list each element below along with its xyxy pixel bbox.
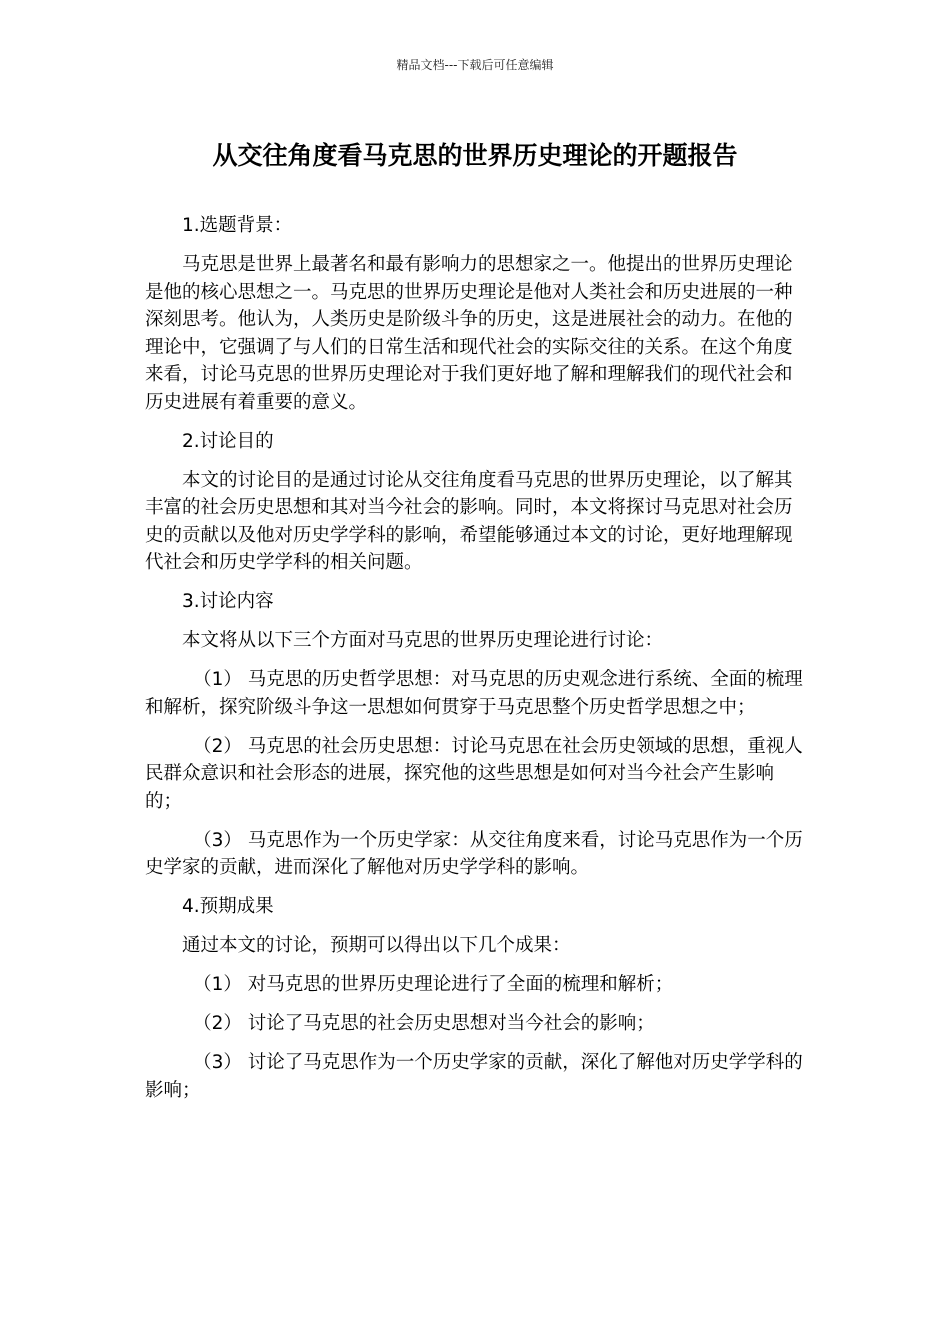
list-item: （1） 马克思的历史哲学思想：对马克思的历史观念进行系统、全面的梳理和解析，探究阶级斗争这一思想如何贯穿于马克思整个历史哲学思想之中； (145, 669, 803, 718)
paragraph-purpose: 本文的讨论目的是通过讨论从交往角度看马克思的世界历史理论，以了解其丰富的社会历史思想和其对当今社会的影响。同时，本文将探讨马克思对社会历史的贡献以及他对历史学学科的影响，希望能够通过本文的讨论，更好地理解现代社会和历史学学科的相关问题。 (145, 469, 793, 573)
paragraph-background: 马克思是世界上最著名和最有影响力的思想家之一。他提出的世界历史理论是他的核心思想之一。马克思的世界历史理论是他对人类社会和历史进展的一种深刻思考。他认为，人类历史是阶级斗争的历史，这是进展社会的动力。在他的理论中，它强调了与人们的日常生活和现代社会的实际交往的关系。在这个角度来看，讨论马克思的世界历史理论对于我们更好地了解和理解我们的现代社会和历史进展有着重要的意义。 (145, 254, 793, 413)
list-item: （3） 讨论了马克思作为一个历史学家的贡献，深化了解他对历史学学科的影响； (145, 1052, 803, 1101)
section-heading-results: 4.预期成果 (182, 896, 274, 917)
document-body (145, 212, 805, 1116)
list-item: （2） 马克思的社会历史思想：讨论马克思在社会历史领域的思想，重视人民群众意识和社会形态的进展，探究他的这些思想是如何对当今社会产生影响的； (145, 735, 803, 812)
section-heading-background: 1.选题背景： (182, 215, 293, 236)
paragraph-results-intro: 通过本文的讨论，预期可以得出以下几个成果： (182, 935, 571, 956)
section-heading-purpose: 2.讨论目的 (182, 430, 274, 452)
list-item: （3） 马克思作为一个历史学家：从交往角度来看，讨论马克思作为一个历史学家的贡献，进而深化了解他对历史学学科的影响。 (145, 829, 803, 878)
paragraph-content-intro: 本文将从以下三个方面对马克思的世界历史理论进行讨论： (182, 630, 664, 651)
list-item: （2） 讨论了马克思的社会历史思想对当今社会的影响； (193, 1013, 655, 1034)
list-item: （1） 对马克思的世界历史理论进行了全面的梳理和解析； (193, 974, 674, 995)
document-title: 从交往角度看马克思的世界历史理论的开题报告 (212, 141, 738, 170)
section-heading-content: 3.讨论内容 (182, 591, 274, 612)
header-note: 精品文档---下载后可任意编辑 (396, 58, 554, 72)
